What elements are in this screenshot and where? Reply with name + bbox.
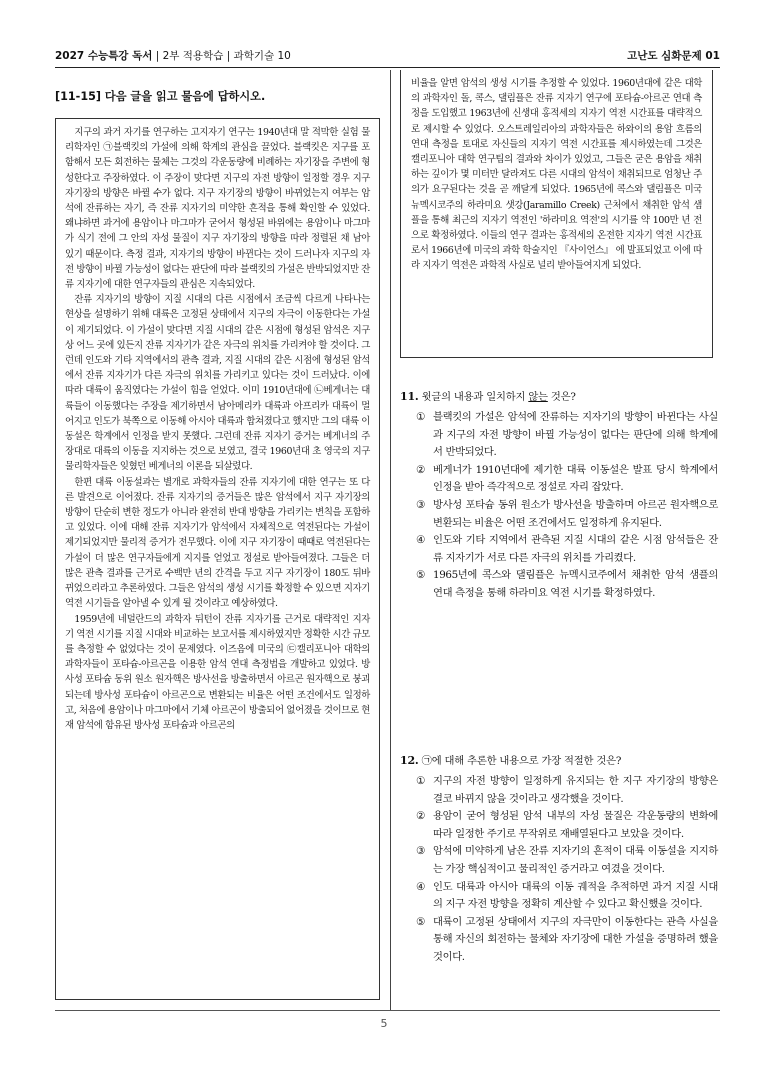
passage-left bbox=[55, 118, 380, 1000]
option-text: 암석에 미약하게 남은 잔류 지자기의 흔적이 대륙 이동설을 지지하는 가장 핵심적이고 물리적인 증거라고 여겼을 것이다. bbox=[433, 845, 718, 875]
option-list bbox=[400, 773, 718, 967]
passage-paragraph: 잔류 지자기의 방향이 지질 시대의 다른 시점에서 조금씩 다르게 나타나는 현상을 설명하기 위해 대륙은 고정된 상태에서 지구의 자극이 이동한다는 가설이 제기되었다. 이 가설이 맞다면 지질 시대의 같은 시점에 형성된 암석은 지구상 어느 곳에 있든지 잔류 지자기가 같은 자극의 위치를 가리켜야 할 것이다. 그런데 인도와 기타 지역에서의 관측 결과, 지질 시대의 같은 시점에 형성된 암석에서 잔류 지자기가 다른 자극의 위치를 가리키고 있다는 것이 드러났다. 이에 따라 대륙이 움직였다는 가설이 힘을 얻었다. 이미 1910년대에 ㉡베게너는 대륙들이 이동했다는 주장을 제기하면서 남아메리카 대륙과 아프리카 대륙이 멀어지고 인도가 북쪽으로 이동해 아시아 대륙과 합쳐졌다고 했지만 그의 대륙 이동설은 학계에서 인정을 받지 못했다. 그런데 잔류 지자기 증거는 베게너의 주장대로 대륙의 이동을 지지하는 것으로 보였고, 결국 1960년대 초 영국의 지구 물리학자들은 잊혔던 베게너의 이론을 되살렸다. bbox=[65, 294, 370, 473]
header-left: 2027 수능특강 독서 | 2부 적용학습 | 과학기술 10 bbox=[55, 50, 291, 62]
header-rule bbox=[55, 67, 720, 68]
option-text: 인도 대륙과 아시아 대륙의 이동 궤적을 추적하면 과거 지질 시대의 지구 자전 방향을 정확히 계산할 수 있다고 확신했을 것이다. bbox=[433, 880, 718, 911]
option-item[interactable] bbox=[416, 914, 718, 967]
page-header bbox=[55, 48, 720, 66]
option-item[interactable] bbox=[416, 773, 718, 808]
stem-text: 윗글의 내용과 일치하지 bbox=[418, 391, 529, 403]
option-item[interactable] bbox=[416, 532, 718, 567]
option-item[interactable] bbox=[416, 843, 718, 878]
question-stem bbox=[400, 752, 718, 767]
option-item[interactable] bbox=[416, 567, 718, 602]
option-mark: ⑤ bbox=[416, 915, 425, 928]
option-mark: ② bbox=[416, 810, 425, 823]
stem-underline: 않는 bbox=[528, 391, 548, 403]
option-mark: ③ bbox=[416, 498, 425, 511]
option-text: 대륙이 고정된 상태에서 지구의 자극만이 이동한다는 관측 사실을 통해 자신의 회전하는 물체와 자기장에 대한 가설을 증명하려 했을 것이다. bbox=[433, 915, 718, 963]
question-number: 11. bbox=[400, 390, 419, 403]
question-stem bbox=[400, 388, 718, 403]
option-item[interactable] bbox=[416, 497, 718, 532]
question-11 bbox=[400, 388, 718, 603]
header-series: 2027 수능특강 독서 bbox=[55, 50, 153, 62]
option-item[interactable] bbox=[416, 879, 718, 914]
stem-text: ㉠에 대해 추론한 내용으로 가장 적절한 것은? bbox=[418, 755, 622, 767]
header-section: 과학기술 10 bbox=[233, 50, 291, 62]
option-mark: ⑤ bbox=[416, 569, 425, 582]
option-text: 베게너가 1910년대에 제기한 대륙 이동설은 발표 당시 학계에서 인정을 받아 즉각적으로 정설로 자리 잡았다. bbox=[433, 463, 718, 494]
option-mark: ③ bbox=[416, 845, 425, 858]
option-text: 지구의 자전 방향이 일정하게 유지되는 한 지구 자기장의 방향은 결코 바뀌지 않을 것이라고 생각했을 것이다. bbox=[433, 775, 718, 805]
option-item[interactable] bbox=[416, 808, 718, 843]
question-number: 12. bbox=[400, 754, 419, 767]
stem-text: 것은? bbox=[547, 391, 576, 403]
page-number: 5 bbox=[380, 1017, 388, 1030]
option-text: 인도와 기타 지역에서 관측된 지질 시대의 같은 시점 암석들은 잔류 지자기가 서로 다른 자극의 위치를 가리켰다. bbox=[433, 534, 718, 564]
header-part: 2부 적용학습 bbox=[162, 50, 224, 62]
passage-paragraph: 한편 대륙 이동설과는 별개로 과학자들의 잔류 지자기에 대한 연구는 또 다른 발견으로 이어졌다. 잔류 지자기의 증거들은 많은 암석에서 지구 자기장의 방향이 단순히 변한 정도가 아니라 완전히 반대 방향을 가리키는 변칙을 포함하고 있었다. 이에 대해 잔류 지자기가 암석에서 자체적으로 역전된다는 가설이 제기되었지만 물리적 증거가 전무했다. 이에 지구 자기장이 때때로 역전된다는 가설이 더 많은 연구자들에게 지지를 얻었고 정설로 받아들여졌다. 그들은 더 많은 관측 결과를 근거로 수백만 년의 간격을 두고 지구 자기장이 180도 뒤바뀌었으리라고 추론하였다. 그들은 암석의 생성 시기를 확정할 수 있으면 지자기 역전 시기들을 알아낼 수 있게 될 것이라고 예상하였다. bbox=[65, 476, 370, 610]
header-right: 고난도 심화문제 01 bbox=[627, 50, 720, 62]
option-mark: ① bbox=[416, 775, 425, 787]
instruction: [11-15] 다음 글을 읽고 물음에 답하시오. bbox=[55, 90, 266, 103]
passage-paragraph: 1959년에 네덜란드의 과학자 뒤턴이 잔류 지자기를 근거로 대략적인 지자기 역전 시기를 지질 시대와 비교하는 보고서를 제시하였지만 정확한 시간 규모를 측정할 수 없었다는 것이 문제였다. 이즈음에 미국의 ㉢캘리포니아 대학의 과학자들이 포타슘-아르곤을 이용한 암석 연대 측정법을 개발하고 있었다. 방사성 포타슘 동위 원소 원자핵은 방사선을 방출하면서 아르곤 원자핵으로 붕괴되는데 방사성 포타슘이 아르곤으로 변환되는 비율은 어떤 조건에서도 일정하고, 처음에 용암이나 마그마에서 기체 아르곤이 방출되어 없어졌을 것이므로 현재 암석에 함유된 방사성 포타슘과 아르곤의 bbox=[65, 613, 370, 731]
passage-right bbox=[400, 70, 713, 358]
option-mark: ④ bbox=[416, 534, 425, 547]
option-list bbox=[400, 409, 718, 603]
column-divider bbox=[390, 70, 391, 1010]
footer-rule bbox=[55, 1010, 720, 1011]
option-text: 용암이 굳어 형성된 암석 내부의 자성 물질은 각운동량의 변화에 따라 일정한 주기로 무작위로 재배열된다고 보았을 것이다. bbox=[433, 810, 718, 840]
option-text: 방사성 포타슘 동위 원소가 방사선을 방출하며 아르곤 원자핵으로 변환되는 비율은 어떤 조건에서도 일정하게 유지된다. bbox=[433, 498, 718, 529]
question-12 bbox=[400, 752, 718, 967]
option-mark: ② bbox=[416, 463, 425, 476]
option-text: 1965년에 콕스와 댈림플은 뉴멕시코주에서 채취한 암석 샘플의 연대 측정을 통해 하라미요 역전 시기를 확정하였다. bbox=[433, 569, 718, 599]
option-text: 블랙킷의 가설은 암석에 잔류하는 지자기의 방향이 바뀐다는 사실과 지구의 자전 방향이 바뀔 가능성이 없다는 판단에 의해 학계에서 반박되었다. bbox=[433, 411, 718, 459]
passage-paragraph: 비율을 알면 암석의 생성 시기를 추정할 수 있었다. 1960년대에 같은 대학의 과학자인 돌, 콕스, 댈림플은 잔류 지자기 연구에 포타슘-아르곤 연대 측정을 도입했고 1963년에 신생대 홍적세의 지자기 역전 시간표를 대략적으로 제시할 수 있었다. 오스트레일리아의 과학자들은 하와이의 용암 흐름의 연대 측정을 토대로 자신들의 지자기 역전 시간표를 제시하였는데 그것은 캘리포니아 대학 연구팀의 결과와 차이가 있었고, 그들은 굳은 용암을 채취하는 깊이가 몇 미터만 달라져도 다른 시대의 암석이 채취되므로 엄청난 주의가 요구된다는 것을 곧 깨달게 되었다. 1965년에 콕스와 댈림플은 미국 뉴멕시코주의 하라미요 샛강(Jaramillo Creek) 근처에서 채취한 암석 샘플을 통해 최근의 지자기 역전인 '하라미요 역전'의 시기를 약 100만 년 전으로 확정하였다. 이들의 연구 결과는 홍적세의 온전한 지자기 역전 시간표로서 1966년에 미국의 과학 학술지인 『사이언스』 에 발표되었고 이에 따라 지자기 역전은 과학적 사실로 널리 받아들여지게 되었다. bbox=[411, 78, 702, 272]
option-item[interactable] bbox=[416, 462, 718, 497]
passage-paragraph: 지구의 과거 자기를 연구하는 고지자기 연구는 1940년대 말 적막한 실험 물리학자인 ㉠블랙킷의 가설에 의해 학계의 관심을 끌었다. 블랙킷은 지구를 포함해서 모든 회전하는 물체는 그것의 각운동량에 비례하는 자기장을 주변에 형성한다고 주장하였다. 이 주장이 맞다면 지구의 자전 방향이 일정할 경우 지구 자기장의 방향은 바뀔 수가 없다. 지구 자기장의 방향이 바뀌었는지 여부는 암석에 잔류하는 자기, 즉 잔류 지자기의 미약한 흔적을 통해 확인할 수 있었다. 왜냐하면 과거에 용암이나 마그마가 굳어서 형성된 바위에는 용암이나 마그마가 식기 전에 그 안의 자성 물질이 지구 자기장의 방향을 따라 정렬된 채 남아 있기 때문이다. 측정 결과, 지자기의 방향이 바뀐다는 것이 드러나자 지구의 자전 방향이 바뀔 가능성이 없다는 판단에 따라 블랙킷의 가설은 반박되었지만 잔류 지자기에 대한 연구자들의 관심은 지속되었다. bbox=[65, 127, 370, 291]
option-mark: ① bbox=[416, 411, 425, 423]
option-item[interactable] bbox=[416, 409, 718, 462]
option-mark: ④ bbox=[416, 880, 425, 893]
